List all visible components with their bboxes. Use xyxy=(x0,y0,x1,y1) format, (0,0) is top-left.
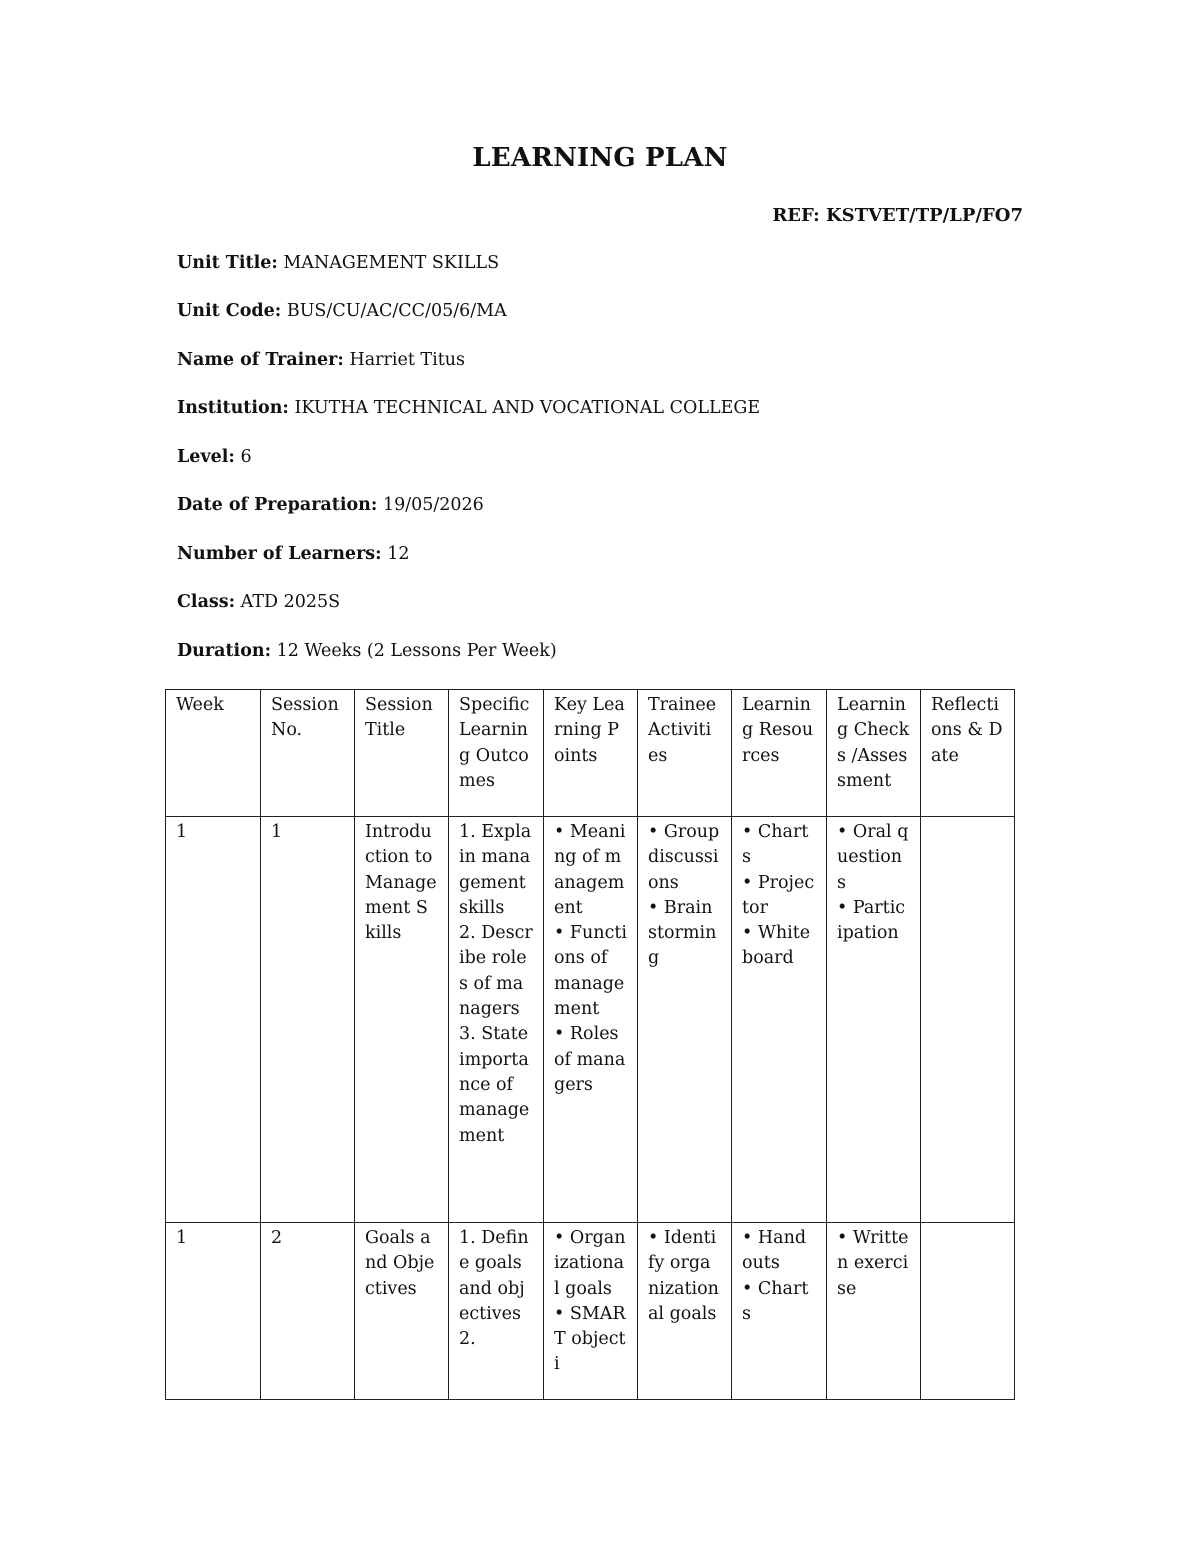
field-institution xyxy=(177,398,760,418)
table-cell: 1. Explain management skills 2. Describe roles of managers 3. State importance of management xyxy=(449,817,544,1223)
table-cell: • Organizational goals • SMART objecti xyxy=(544,1223,638,1400)
field-value: IKUTHA TECHNICAL AND VOCATIONAL COLLEGE xyxy=(294,398,761,418)
table-cell: 1 xyxy=(166,1223,261,1400)
learning-plan-table xyxy=(165,689,1015,1400)
table-cell: • Charts • Projector • Whiteboard xyxy=(732,817,827,1223)
column-header-learning-outcomes: Specific Learning Outcomes xyxy=(449,690,544,817)
table-cell: • Oral questions • Participation xyxy=(827,817,921,1223)
field-value: MANAGEMENT SKILLS xyxy=(283,253,500,273)
table-cell: 1 xyxy=(166,817,261,1223)
table-cell: • Identify organizational goals xyxy=(638,1223,732,1400)
field-value: ATD 2025S xyxy=(240,592,341,612)
table-cell: Introduction to Management Skills xyxy=(355,817,449,1223)
document-title: LEARNING PLAN xyxy=(472,143,728,173)
field-value: 12 Weeks (2 Lessons Per Week) xyxy=(276,641,557,661)
table-cell: 2 xyxy=(261,1223,355,1400)
column-header-reflections: Reflections & Date xyxy=(921,690,1015,817)
table-cell: • Group discussions • Brainstorming xyxy=(638,817,732,1223)
field-class xyxy=(177,592,340,612)
field-unit-title xyxy=(177,253,499,273)
field-value: BUS/CU/AC/CC/05/6/MA xyxy=(286,301,507,321)
field-unit-code xyxy=(177,301,507,321)
table-cell: • Written exercise xyxy=(827,1223,921,1400)
field-label: Institution: xyxy=(177,398,289,418)
field-label: Name of Trainer: xyxy=(177,350,344,370)
field-value: 6 xyxy=(240,447,252,467)
field-label: Class: xyxy=(177,592,236,612)
column-header-key-learning-points: Key Learning Points xyxy=(544,690,638,817)
table-header-row xyxy=(166,690,1015,817)
column-header-week: Week xyxy=(166,690,261,817)
field-value: Harriet Titus xyxy=(349,350,465,370)
table-row xyxy=(166,1223,1015,1400)
field-label: Date of Preparation: xyxy=(177,495,378,515)
column-header-session-no: Session No. xyxy=(261,690,355,817)
table-cell: Goals and Objectives xyxy=(355,1223,449,1400)
field-label: Number of Learners: xyxy=(177,544,382,564)
table-cell: • Handouts • Charts xyxy=(732,1223,827,1400)
table-cell xyxy=(921,817,1015,1223)
table-row xyxy=(166,817,1015,1223)
table-cell: 1 xyxy=(261,817,355,1223)
field-number-of-learners xyxy=(177,544,409,564)
field-level xyxy=(177,447,252,467)
reference-code: REF: KSTVET/TP/LP/FO7 xyxy=(772,205,1023,226)
field-label: Duration: xyxy=(177,641,272,661)
column-header-session-title: Session Title xyxy=(355,690,449,817)
column-header-learning-resources: Learning Resources xyxy=(732,690,827,817)
table-cell: • Meaning of management • Functions of management • Roles of managers xyxy=(544,817,638,1223)
table-cell: 1. Define goals and objectives 2. xyxy=(449,1223,544,1400)
field-value: 12 xyxy=(387,544,410,564)
field-trainer xyxy=(177,350,465,370)
field-date-of-preparation xyxy=(177,495,484,515)
table-cell xyxy=(921,1223,1015,1400)
column-header-learning-checks: Learning Checks /Assessment xyxy=(827,690,921,817)
field-label: Unit Title: xyxy=(177,253,278,273)
field-label: Unit Code: xyxy=(177,301,282,321)
field-label: Level: xyxy=(177,447,235,467)
column-header-trainee-activities: Trainee Activities xyxy=(638,690,732,817)
field-value: 19/05/2026 xyxy=(382,495,484,515)
field-duration xyxy=(177,641,557,661)
